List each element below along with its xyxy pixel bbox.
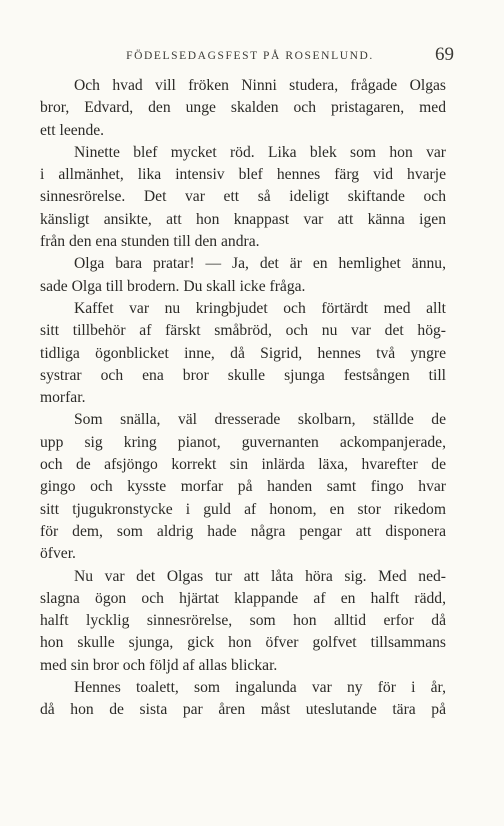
text-line: slagna ögon och hjärtat klappande af en halft rädd, <box>40 589 446 607</box>
text-line: och de afsjöngo korrekt sin inlärda läxa, hvarefter de <box>40 456 446 474</box>
text-line: i allmänhet, lika intensiv blef hennes färg vid hvarje <box>40 166 446 184</box>
text-line: tidliga ögonblicket inne, då Sigrid, hennes två yngre <box>40 344 446 362</box>
text-line: systrar och ena bror skulle sjunga festsången till <box>40 366 446 384</box>
text-line: för dem, som aldrig hade några pengar att disponera <box>40 522 446 540</box>
text-line: Och hvad vill fröken Ninni studera, frågade Olgas <box>74 77 446 94</box>
text-line: bror, Edvard, den unge skalden och pristagaren, med <box>40 99 446 117</box>
text-line: då hon de sista par åren måst uteslutande tära på <box>40 701 446 719</box>
text-line: Olga bara pratar! — Ja, det är en hemlighet ännu, <box>74 255 446 273</box>
text-line: ett leende. <box>40 121 105 139</box>
text-line: gingo och kysste morfar på handen samt fingo hvar <box>40 478 446 496</box>
text-line: upp sig kring pianot, guvernanten ackompanjerade, <box>40 433 446 451</box>
text-line: morfar. <box>40 389 86 407</box>
text-line: öfver. <box>40 545 76 563</box>
text-line: känsligt ansikte, att hon knappast var att känna igen <box>40 210 446 228</box>
text-line: sade Olga till brodern. Du skall icke fråga. <box>40 277 306 295</box>
text-line: sitt tillbehör af färskt småbröd, och nu var det hög- <box>40 322 446 340</box>
text-line: sinnesrörelse. Det var ett så ideligt skiftande och <box>40 188 446 206</box>
text-line: Nu var det Olgas tur att låta höra sig. Med ned- <box>74 567 446 585</box>
page-header <box>40 44 460 68</box>
text-line: Ninette blef mycket röd. Lika blek som hon var <box>74 143 446 161</box>
text-line: från den ena stunden till den andra. <box>40 233 260 251</box>
running-head: FÖDELSEDAGSFEST PÅ ROSENLUND. <box>126 50 374 62</box>
text-line: Som snälla, väl dresserade skolbarn, ställde de <box>74 411 446 429</box>
text-line: Kaffet var nu kringbjudet och förtärdt med allt <box>74 299 446 317</box>
page-number: 69 <box>435 44 454 65</box>
text-line: med sin bror och följd af allas blickar. <box>40 656 278 674</box>
text-line: hon skulle sjunga, gick hon öfver golfvet tillsammans <box>40 634 446 652</box>
body-text <box>40 75 446 722</box>
text-line: sitt tjugukronstycke i guld af honom, en stor rikedom <box>40 500 446 518</box>
text-line: Hennes toalett, som ingalunda var ny för i år, <box>74 679 446 697</box>
text-line: halft lycklig sinnesrörelse, som hon alltid erfor då <box>40 612 446 630</box>
